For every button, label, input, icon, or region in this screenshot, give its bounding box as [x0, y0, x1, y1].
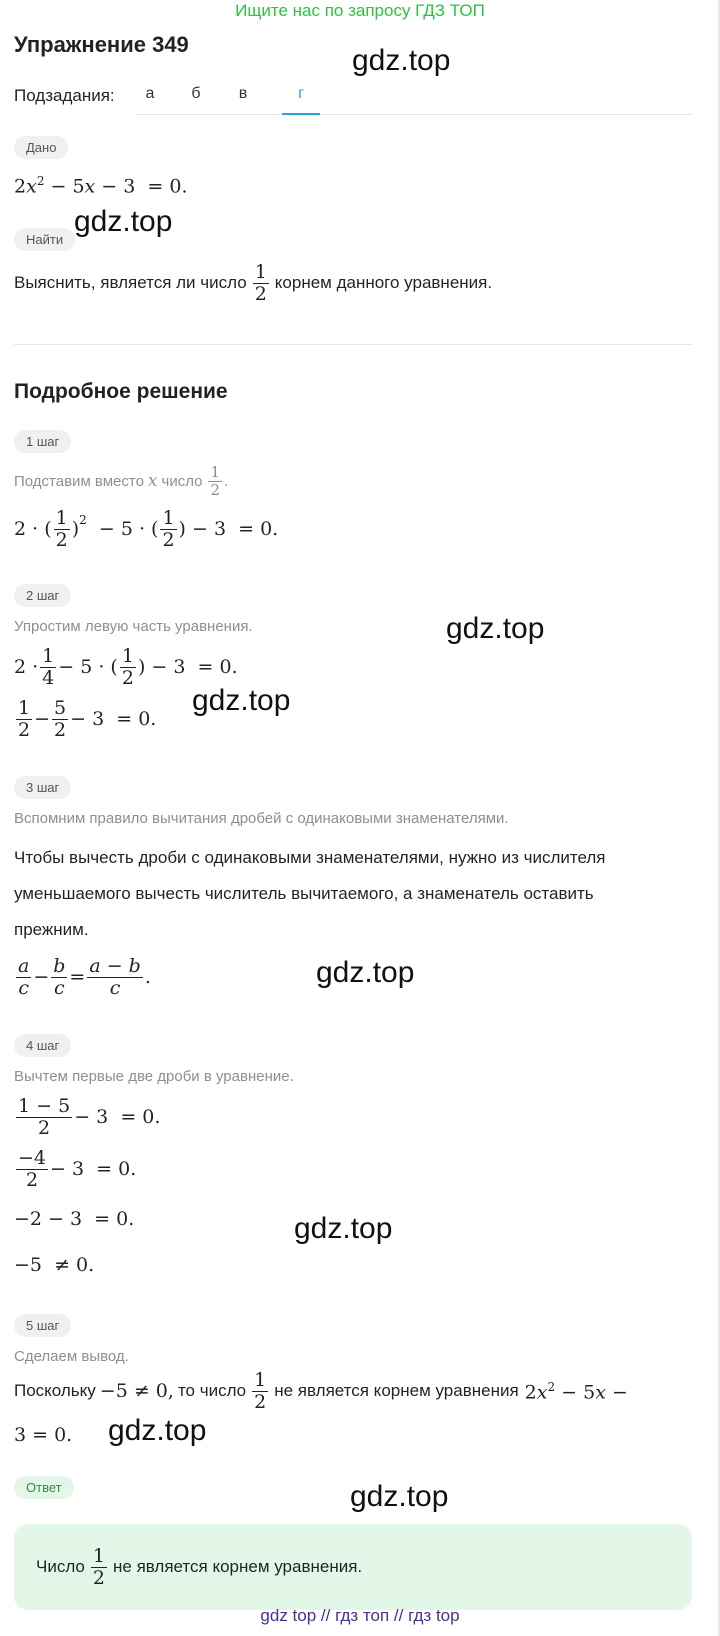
- step-1-hint: Подставим вместо x число $\frac{1}{2}$ .: [14, 463, 229, 499]
- step-5-hint: Сделаем вывод.: [14, 1348, 129, 1365]
- tab-g[interactable]: г: [298, 85, 304, 102]
- search-banner[interactable]: Ищите нас по запросу ГДЗ ТОП: [235, 1, 485, 20]
- conclusion-equation: $2x^2 - 5x$ −: [524, 1379, 628, 1404]
- watermark: gdz.top: [316, 956, 415, 989]
- step-3-rule-line-1: Чтобы вычесть дроби с одинаковыми знаменателями, нужно из числителя: [14, 848, 606, 867]
- step-3-formula: $\frac{a}{c}$ − $\frac{b}{c}$ = $\frac{a - b}{c}$ .: [18, 955, 151, 999]
- tab-v[interactable]: в: [238, 85, 248, 102]
- solution-heading: Подробное решение: [14, 380, 228, 403]
- conclusion-fraction: $\frac{1}{2}$: [254, 1369, 267, 1413]
- watermark: gdz.top: [294, 1212, 393, 1245]
- step-1-fraction: $\frac{1}{2}$: [210, 463, 221, 499]
- watermark: gdz.top: [350, 1480, 449, 1513]
- watermark: gdz.top: [74, 205, 173, 238]
- step-3-badge: 3 шаг: [14, 776, 71, 799]
- section-divider: [14, 344, 692, 345]
- find-text-after: корнем данного уравнения.: [274, 273, 493, 293]
- conclusion-text-1: Поскольку: [14, 1381, 96, 1401]
- step-2-equation-2: $\frac{1}{2}$ − $\frac{5}{2}$ − 3 = 0.: [18, 697, 157, 741]
- step-4-equation-3: −2 − 3 = 0.: [14, 1208, 135, 1230]
- step-2-hint: Упростим левую часть уравнения.: [14, 618, 253, 635]
- answer-text-before: Число: [36, 1557, 85, 1577]
- step-5-badge: 5 шаг: [14, 1314, 71, 1337]
- step-1-equation: 2 · ( $\frac{1}{2}$ ) 2 − 5 · ( $\frac{1}{2}$ ) − 3 = 0.: [14, 507, 279, 551]
- find-statement: [14, 262, 492, 305]
- find-text-before: Выяснить, является ли число: [14, 273, 247, 293]
- step-4-equation-1: $\frac{1 - 5}{2}$ − 3 = 0.: [18, 1095, 161, 1139]
- step-3-hint: Вспомним правило вычитания дробей с одинаковыми знаменателями.: [14, 810, 509, 827]
- subtasks-label: Подзадания:: [14, 86, 115, 105]
- step-1-var: x: [147, 471, 158, 491]
- step-5-conclusion: [14, 1370, 628, 1413]
- tab-a[interactable]: а: [145, 85, 155, 102]
- find-fraction: $\frac{1}{2}$: [254, 261, 267, 305]
- conclusion-text-3: не является корнем уравнения: [274, 1381, 519, 1401]
- conclusion-text-2: то число: [177, 1381, 247, 1401]
- active-tab-indicator: [282, 113, 320, 115]
- step-4-badge: 4 шаг: [14, 1034, 71, 1057]
- step-1-hint-mid: число: [161, 472, 203, 490]
- answer-fraction: $\frac{1}{2}$: [92, 1545, 105, 1589]
- watermark: gdz.top: [352, 44, 451, 77]
- footer-links[interactable]: gdz top // гдз топ // гдз top: [260, 1606, 460, 1625]
- given-equation: $2x^2 - 5x - 3 = 0$.: [14, 174, 188, 198]
- step-1-badge: 1 шаг: [14, 430, 71, 453]
- watermark: gdz.top: [108, 1414, 207, 1447]
- tabs-divider: [136, 114, 692, 115]
- watermark: gdz.top: [446, 612, 545, 645]
- step-1-hint-text: Подставим вместо: [14, 472, 144, 490]
- conclusion-math: −5 ≠ 0,: [99, 1380, 174, 1403]
- step-4-equation-2: $\frac{-4}{2}$ − 3 = 0.: [18, 1147, 137, 1191]
- find-badge: Найти: [14, 228, 75, 251]
- answer-text-after: не является корнем уравнения.: [113, 1557, 363, 1577]
- step-3-rule-line-3: прежним.: [14, 920, 89, 939]
- given-badge: Дано: [14, 136, 68, 159]
- step-4-hint: Вычтем первые две дроби в уравнение.: [14, 1068, 294, 1085]
- step-2-equation-1: 2 · $\frac{1}{4}$ − 5 · ( $\frac{1}{2}$ ) − 3 = 0.: [14, 645, 238, 689]
- step-3-rule-line-2: уменьшаемого вычесть числитель вычитаемого, а знаменатель оставить: [14, 884, 594, 903]
- page-title: Упражнение 349: [14, 32, 189, 57]
- step-4-equation-4: −5 ≠ 0.: [14, 1254, 95, 1276]
- conclusion-equation-end: 3 = 0.: [14, 1424, 73, 1446]
- answer-statement: [36, 1546, 362, 1589]
- step-2-badge: 2 шаг: [14, 584, 71, 607]
- tab-b[interactable]: б: [191, 85, 201, 102]
- answer-badge: Ответ: [14, 1476, 74, 1499]
- watermark: gdz.top: [192, 684, 291, 717]
